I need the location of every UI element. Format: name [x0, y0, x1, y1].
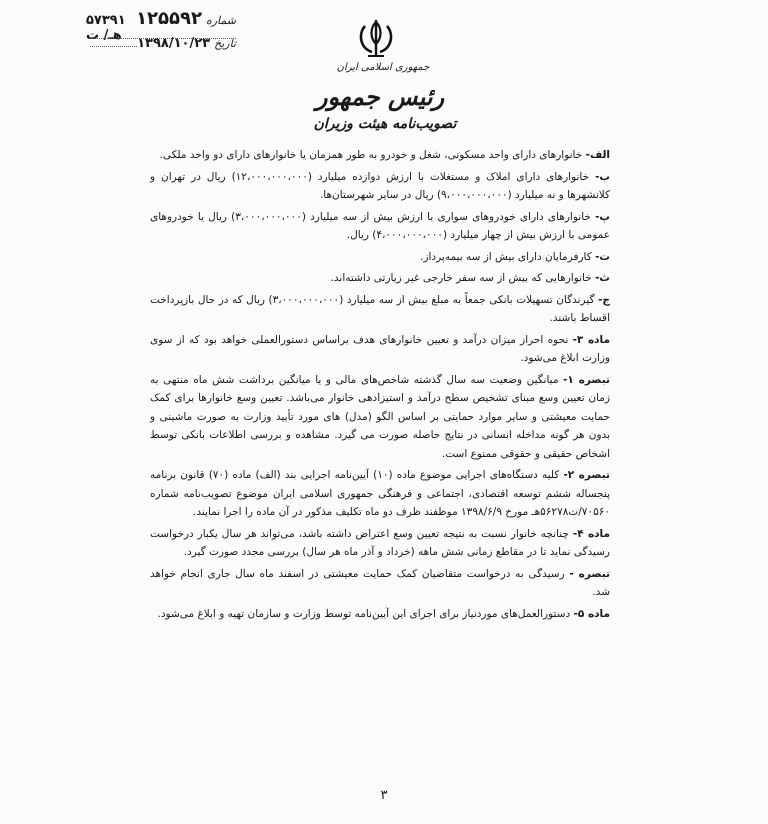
- number-underline-row: [86, 28, 236, 36]
- paragraph-alef: [150, 146, 610, 165]
- number-prefix: ۵۷۳۹۱ هـ/ ت: [86, 13, 126, 43]
- paragraph-lead: ماده ۴-: [572, 527, 611, 540]
- paragraph-lead: ث-: [595, 272, 610, 284]
- paragraph-lead: ج-: [598, 293, 611, 306]
- paragraph-lead: پ-: [595, 210, 610, 223]
- paragraph-article-4: [150, 525, 610, 562]
- paragraph-lead: ماده ۳-: [572, 333, 610, 346]
- paragraph-note-2: [150, 466, 610, 522]
- dotted-line: [90, 36, 137, 47]
- paragraph-pe: [150, 208, 610, 245]
- paragraph-lead: ب-: [595, 170, 610, 183]
- paragraph-note-1: [150, 371, 610, 464]
- paragraph-text: نحوه احراز میزان درآمد و تعیین خانوارهای هدف براساس دستورالعملی خواهد بود که از سوی وزارت ابلاغ می‌شود.: [150, 333, 610, 364]
- republic-text: جمهوری اسلامی ایران: [336, 62, 430, 73]
- paragraph-text: چنانچه خانوار نسبت به نتیجه تعیین وسع اعتراض داشته باشد، می‌تواند هر سال یکبار درخواست رسیدگی نماید تا در مقاطع زمانی شش ماهه (خرداد و آذر ماه هر سال) بررسی مجدد صورت گیرد.: [150, 527, 610, 558]
- paragraph-article-5: [150, 605, 610, 624]
- paragraph-lead: تبصره ۲-: [563, 469, 610, 481]
- paragraph-article-3: [150, 331, 610, 368]
- paragraph-se: [150, 269, 610, 288]
- paragraph-text: خانوارهای دارای واحد مسکونی، شغل و خودرو به طور همزمان یا خانوارهای دارای دو واحد ملکی.: [159, 149, 583, 161]
- paragraph-lead: الف-: [585, 149, 610, 161]
- paragraph-text: رسیدگی به درخواست متقاضیان کمک حمایت معیشتی در اسفند ماه سال جاری انجام خواهد شد.: [150, 567, 610, 598]
- paragraph-be: [150, 168, 610, 205]
- approval-title: تصویب‌نامه هیئت وزیران: [313, 116, 457, 132]
- number-value: ۱۲۵۵۹۲: [136, 8, 202, 29]
- paragraph-lead: ماده ۵-: [573, 607, 610, 620]
- page-number: ۳: [380, 788, 388, 803]
- paragraph-text: کلیه دستگاه‌های اجرایی موضوع ماده (۱۰) آیین‌نامه اجرایی بند (الف) ماده (۷۰) قانون برنامه پنجساله ششم توسعه اقتصادی، اجتماعی و فرهنگی جمهوری اسلامی ایران موضوع تصویب‌نامه شماره ۷۰۵۶۰/ت۵۶۲۷۸هـ مورخ ۱۳۹۸/۶/۹ موظفند ظرف دو ماه تکلیف مذکور در آن ماده را اجرا نمایند.: [150, 469, 610, 518]
- paragraph-text: خانوارهای دارای خودروهای سواری با ارزش بیش از سه میلیارد (۳،۰۰۰،۰۰۰،۰۰۰) ریال یا خودروهای عمومی با ارزش بیش از چهار میلیارد (۴،۰۰۰،۰۰۰،۰۰۰) ریال.: [150, 210, 610, 241]
- number-label: شماره: [205, 14, 236, 27]
- paragraph-lead: تبصره -: [569, 567, 610, 580]
- date-label: تاریخ: [214, 37, 236, 50]
- paragraph-text: دستورالعمل‌های موردنیاز برای اجرای این آیین‌نامه توسط وزارت و سازمان تهیه و ابلاغ می‌شود.: [157, 607, 571, 620]
- paragraph-lead: ت-: [595, 250, 610, 263]
- paragraph-text: کارفرمایان دارای بیش از سه بیمه‌پرداز.: [420, 250, 592, 263]
- paragraph-lead: تبصره ۱-: [563, 373, 611, 386]
- document-body: [150, 146, 610, 626]
- iran-emblem-icon: [356, 18, 396, 60]
- president-title: رئیس جمهور: [315, 82, 445, 111]
- paragraph-te: [150, 248, 610, 267]
- paragraph-jim: [150, 291, 610, 328]
- number-row: [86, 8, 236, 43]
- paragraph-text: گیرندگان تسهیلات بانکی جمعاً به مبلغ بیش از سه میلیارد (۳،۰۰۰،۰۰۰،۰۰۰) ریال که در حال بازپرداخت اقساط باشند.: [150, 293, 610, 324]
- paragraph-text: خانوارهایی که بیش از سه سفر خارجی غیر زیارتی داشته‌اند.: [330, 272, 592, 284]
- letter-meta: [86, 8, 236, 56]
- date-row: [86, 36, 236, 56]
- paragraph-text: خانوارهای دارای املاک و مستغلات با ارزش دوازده میلیارد (۱۲،۰۰۰،۰۰۰،۰۰۰) ریال در تهران و کلانشهرها و نه میلیارد (۹،۰۰۰،۰۰۰،۰۰۰) ریال در سایر شهرستان‌ها.: [150, 170, 610, 201]
- date-value: ۱۳۹۸/۱۰/۲۳: [137, 36, 211, 51]
- paragraph-text: میانگین وضعیت سه سال گذشته شاخص‌های مالی و یا میانگین برداشت شش ماه منتهی به زمان تعیین وسع مبنای تشخیص سطح درآمد و استیزادهی خانوار می‌باشد. تعیین وسع خانوارها برای کمک حمایت معیشتی و سایر موارد حمایتی بر اساس الگو (مدل) های مورد تأیید وزارت به صورت ماشینی و بدون هر گونه مداخله انسانی در نتایج حاصله صورت می گیرد. مشاهده و بررسی اطلاعات بانکی توسط اشخاص حقیقی و حقوقی ممنوع است.: [150, 373, 610, 460]
- paragraph-note: [150, 565, 610, 602]
